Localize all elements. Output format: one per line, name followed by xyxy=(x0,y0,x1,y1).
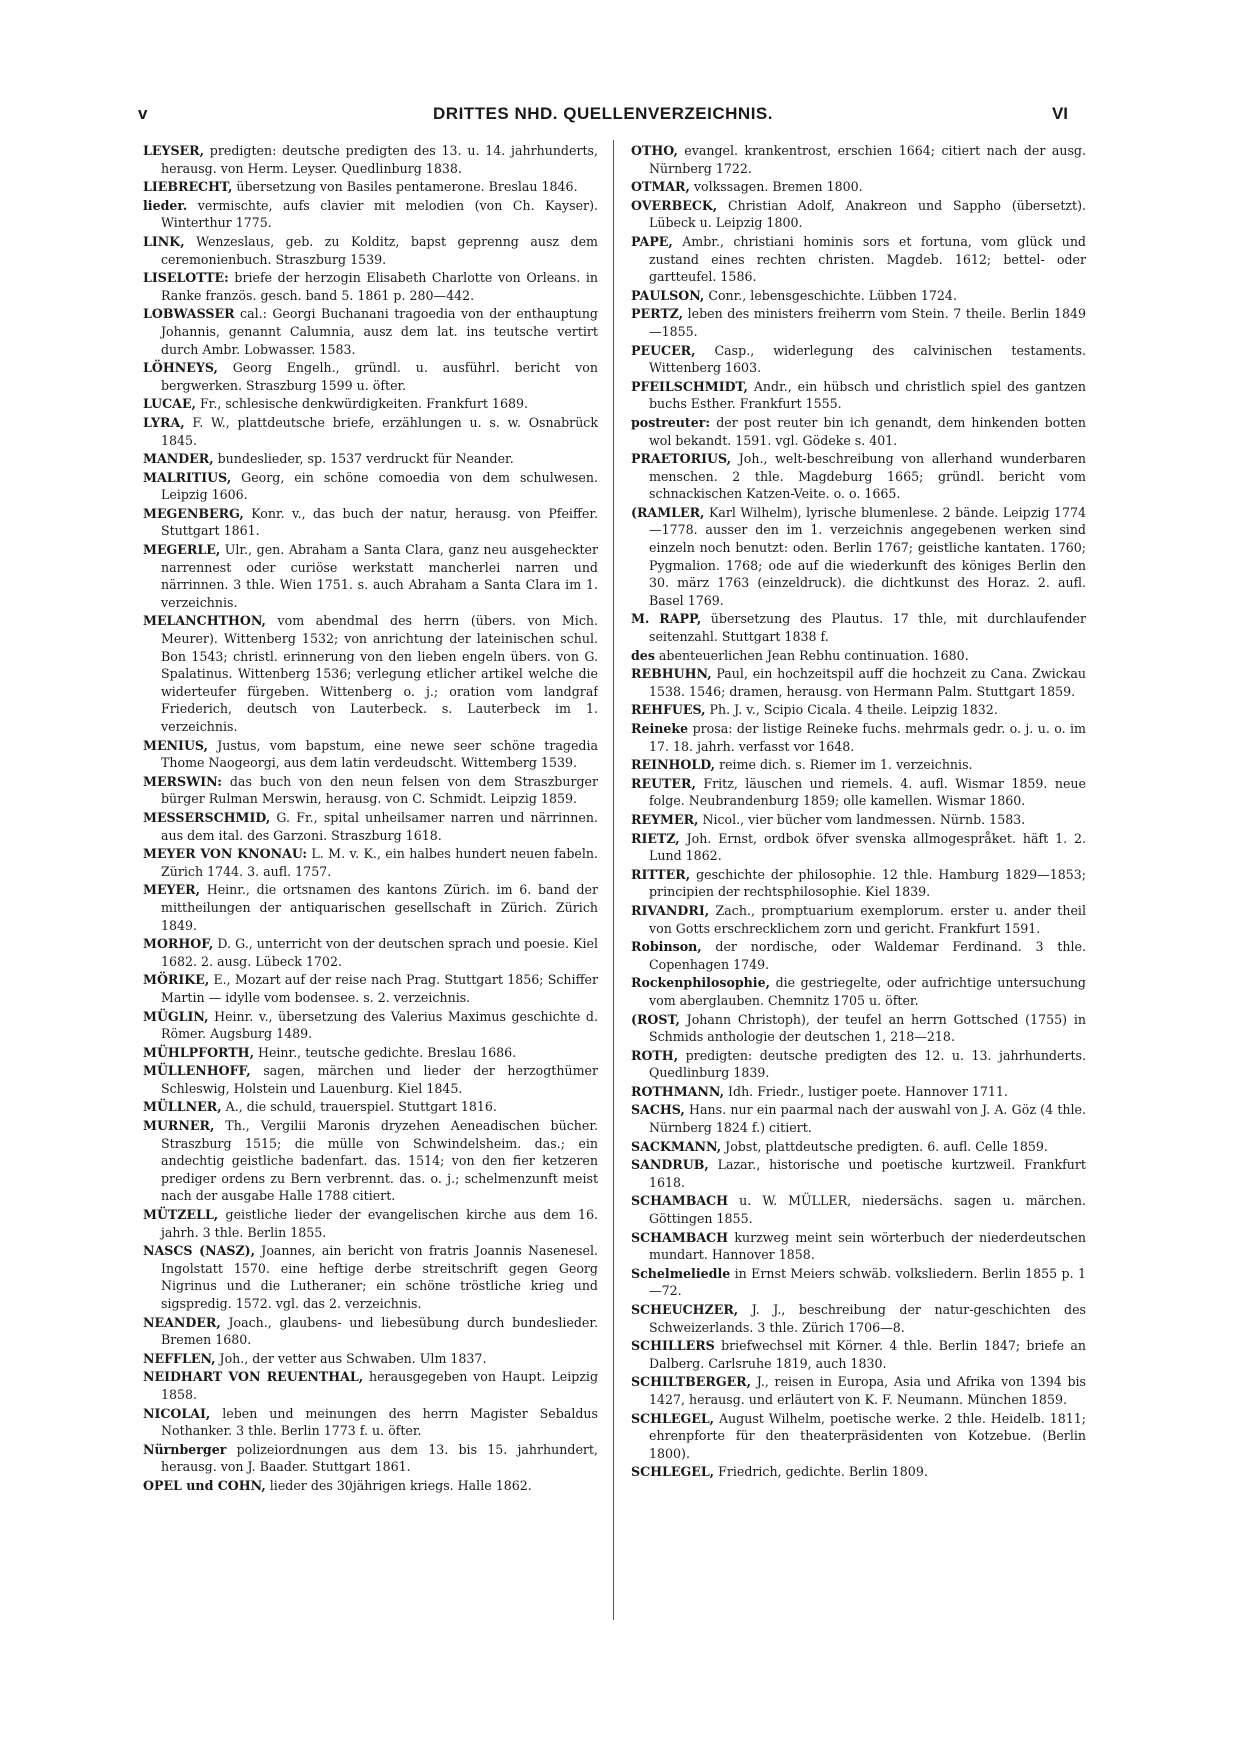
bibliography-entry xyxy=(631,866,1086,901)
entry-text: geschichte der philosophie. 12 thle. Hamburg 1829—1853; principien der rechtsphilosophie. Kiel 1839. xyxy=(649,866,1086,900)
entry-text: Conr., lebensgeschichte. Lübben 1724. xyxy=(704,287,957,303)
entry-text: Ulr., gen. Abraham a Santa Clara, ganz neu ausgeheckter narrennest oder curiöse werkstatt mancherlei narren und närrinnen. 3 thle. Wien 1751. s. auch Abraham a Santa Clara im 1. verzeichnis. xyxy=(161,542,598,610)
entry-text: Idh. Friedr., lustiger poete. Hannover 1711. xyxy=(724,1083,1008,1099)
entry-text: A., die schuld, trauerspiel. Stuttgart 1816. xyxy=(221,1099,497,1115)
entry-headword: OTMAR, xyxy=(631,179,690,195)
entry-headword: MESSERSCHMID, xyxy=(143,809,271,825)
entry-headword: des xyxy=(631,647,655,663)
entry-headword: NEANDER, xyxy=(143,1314,221,1330)
bibliography-entry xyxy=(143,541,598,611)
entry-headword: SCHLEGEL, xyxy=(631,1410,715,1426)
entry-text: lieder des 30jährigen kriegs. Halle 1862. xyxy=(265,1477,532,1493)
bibliography-entry xyxy=(631,378,1086,413)
bibliography-entry xyxy=(631,1101,1086,1136)
entry-headword: MÜLLENHOFF, xyxy=(143,1063,251,1079)
entry-headword: RITTER, xyxy=(631,866,691,882)
bibliography-entry xyxy=(143,414,598,449)
entry-text: Joannes, ain bericht von fratris Joannis Nasenesel. Ingolstatt 1570. eine heftige derbe streitschrift gegen Georg Nigrinus und die Lutheraner; ein schöne tröstliche krieg und sigspredig. 1572. vgl. das 2. verzeichnis. xyxy=(161,1243,598,1311)
entry-headword: SCHILLERS xyxy=(631,1338,715,1354)
entry-headword: SACHS, xyxy=(631,1102,685,1118)
entry-text: Wenzeslaus, geb. zu Kolditz, bapst geprenng ausz dem ceremonienbuch. Straszburg 1539. xyxy=(161,233,598,267)
bibliography-entry xyxy=(631,1011,1086,1046)
entry-headword: LÖHNEYS, xyxy=(143,360,218,376)
entry-headword: RIETZ, xyxy=(631,830,680,846)
entry-headword: Reineke xyxy=(631,721,689,736)
entry-headword: MANDER, xyxy=(143,451,214,467)
entry-text: volkssagen. Bremen 1800. xyxy=(689,179,863,195)
entry-text: prosa: der listige Reineke fuchs. mehrmals gedr. o. j. u. o. im 17. 18. jahrh. verfasst vor 1648. xyxy=(649,721,1086,754)
bibliography-entry xyxy=(631,1138,1086,1156)
entry-text: Christian Adolf, Anakreon und Sappho (übersetzt). Lübeck u. Leipzig 1800. xyxy=(649,197,1086,231)
bibliography-entry xyxy=(631,775,1086,810)
bibliography-entry xyxy=(143,233,598,268)
entry-headword: Robinson, xyxy=(631,939,702,955)
bibliography-entry xyxy=(631,342,1086,377)
bibliography-entry xyxy=(143,1242,598,1312)
entry-text: in Ernst Meiers schwäb. volksliedern. Berlin 1855 p. 1—72. xyxy=(649,1265,1086,1299)
entry-headword: MEYER VON KNONAU: xyxy=(143,846,308,862)
entry-headword: SCHAMBACH xyxy=(631,1193,729,1209)
entry-headword: Rockenphilosophie, xyxy=(631,975,770,991)
entry-text: leben und meinungen des herrn Magister Sebaldus Nothanker. 3 thle. Berlin 1773 f. u. öfter. xyxy=(161,1405,598,1439)
bibliography-entry xyxy=(631,1192,1086,1227)
bibliography-entry xyxy=(631,1229,1086,1264)
entry-headword: LISELOTTE: xyxy=(143,270,229,286)
entry-text: L. M. v. K., ein halbes hundert neuen fabeln. Zürich 1744. 3. aufl. 1757. xyxy=(161,846,598,879)
bibliography-entry xyxy=(631,974,1086,1009)
bibliography-entry xyxy=(631,647,1086,665)
page-header xyxy=(138,100,1068,130)
entry-headword: MURNER, xyxy=(143,1118,215,1134)
entry-text: Joh., der vetter aus Schwaben. Ulm 1837. xyxy=(215,1350,487,1366)
entry-headword: SCHAMBACH xyxy=(631,1229,729,1245)
entry-text: D. G., unterricht von der deutschen sprach und poesie. Kiel 1682. 2. ausg. Lübeck 1702. xyxy=(161,936,598,969)
entry-headword: Nürnberger xyxy=(143,1441,227,1457)
entry-text: Fr., schlesische denkwürdigkeiten. Frankfurt 1689. xyxy=(195,396,528,412)
entry-text: leben des ministers freiherrn vom Stein. 7 theile. Berlin 1849—1855. xyxy=(649,306,1086,339)
entry-headword: SCHILTBERGER, xyxy=(631,1374,752,1390)
entry-headword: MORHOF, xyxy=(143,936,214,952)
bibliography-entry xyxy=(143,971,598,1006)
entry-headword: lieder. xyxy=(143,197,188,213)
entry-text: Justus, vom bapstum, eine newe seer schöne tragedia Thome Naogeorgi, aus dem latin verdeudscht. Wittemberg 1539. xyxy=(161,737,598,771)
entry-headword: MÜGLIN, xyxy=(143,1008,209,1024)
entry-text: übersetzung von Basiles pentamerone. Breslau 1846. xyxy=(232,179,578,195)
entry-text: kurzweg meint sein wörterbuch der niederdeutschen mundart. Hannover 1858. xyxy=(649,1229,1086,1263)
bibliography-entry xyxy=(631,830,1086,865)
entry-text: F. W., plattdeutsche briefe, erzählungen u. s. w. Osnabrück 1845. xyxy=(161,414,598,448)
bibliography-entry xyxy=(143,1008,598,1043)
entry-headword: SANDRUB, xyxy=(631,1157,709,1173)
entry-headword: REBHUHN, xyxy=(631,666,712,682)
bibliography-entry xyxy=(631,1047,1086,1082)
entry-headword: ROTHMANN, xyxy=(631,1083,725,1099)
bibliography-entry xyxy=(631,504,1086,610)
entry-headword: SCHLEGEL, xyxy=(631,1464,715,1480)
entry-headword: LYRA, xyxy=(143,414,185,430)
entry-text: bundeslieder, sp. 1537 verdruckt für Neander. xyxy=(213,451,514,467)
entry-text: vermischte, aufs clavier mit melodien (von Ch. Kayser). Winterthur 1775. xyxy=(161,197,598,231)
entry-headword: MÜHLPFORTH, xyxy=(143,1044,254,1060)
entry-text: briefe der herzogin Elisabeth Charlotte von Orleans. in Ranke französ. gesch. band 5. 1861 p. 280—442. xyxy=(161,270,598,303)
entry-headword: MALRITIUS, xyxy=(143,469,232,485)
bibliography-entry xyxy=(143,469,598,504)
entry-headword: REINHOLD, xyxy=(631,757,716,773)
entry-text: Hans. nur ein paarmal nach der auswahl von J. A. Göz (4 thle. Nürnberg 1824 f.) citiert. xyxy=(649,1102,1086,1136)
entry-text: Joach., glaubens- und liebesübung durch bundeslieder. Bremen 1680. xyxy=(161,1314,598,1348)
entry-headword: OTHO, xyxy=(631,143,678,158)
entry-text: Joh., welt-beschreibung von allerhand wunderbaren menschen. 2 thle. Magdeburg 1665; gründl. bericht vom schnackischen Katzen-Veite. o. o. 1665. xyxy=(649,451,1086,502)
entry-headword: LIEBRECHT, xyxy=(143,179,233,195)
entry-headword: SCHEUCHZER, xyxy=(631,1302,739,1317)
entry-headword: MÜLLNER, xyxy=(143,1099,222,1115)
entry-text: Johann Christoph), der teufel an herrn Gottsched (1755) in Schmids anthologie der deutschen 1, 218—218. xyxy=(649,1011,1086,1045)
bibliography-entry xyxy=(143,450,598,468)
bibliography-entry xyxy=(143,142,598,177)
bibliography-entry xyxy=(631,665,1086,700)
entry-headword: MEGENBERG, xyxy=(143,505,244,521)
bibliography-entry xyxy=(143,1314,598,1349)
bibliography-entry xyxy=(631,756,1086,774)
entry-text: Lazar., historische und poetische kurtzweil. Frankfurt 1618. xyxy=(649,1157,1086,1190)
entry-text: herausgegeben von Haupt. Leipzig 1858. xyxy=(161,1369,598,1402)
entry-text: J., reisen in Europa, Asia und Afrika von 1394 bis 1427, herausg. und erläutert von K. F. Neumann. München 1859. xyxy=(649,1374,1086,1407)
entry-text: Karl Wilhelm), lyrische blumenlese. 2 bände. Leipzig 1774—1778. ausser den im 1. verzeichnis angegebenen werken sind einzeln noch benutzt: oden. Berlin 1767; geistliche kantaten. 1760; Pygmalion. 1768; ode auf die wiederkunft des königes Berlin den 30. märz 1763 (einzeldruck). die dichtkunst des Horaz. 2. aufl. Basel 1769. xyxy=(649,504,1086,608)
entry-text: Zach., promptuarium exemplorum. erster u. ander theil von Gotts erschrecklichem zorn und gericht. Frankfurt 1591. xyxy=(649,902,1086,936)
bibliography-entry xyxy=(143,1117,598,1205)
bibliography-entry xyxy=(631,1373,1086,1408)
bibliography-entry xyxy=(631,305,1086,340)
bibliography-entry xyxy=(143,1062,598,1097)
entry-text: Georg Engelh., gründl. u. ausführl. bericht von bergwerken. Straszburg 1599 u. öfter. xyxy=(161,360,598,393)
entry-headword: PERTZ, xyxy=(631,306,684,322)
bibliography-entry xyxy=(631,1301,1086,1336)
entry-text: predigten: deutsche predigten des 12. u. 13. jahrhunderts. Quedlinburg 1839. xyxy=(649,1047,1086,1081)
bibliography-entry xyxy=(143,1350,598,1368)
entry-headword: LOBWASSER xyxy=(143,306,235,322)
entry-text: Casp., widerlegung des calvinischen testaments. Wittenberg 1603. xyxy=(649,342,1086,376)
entry-headword: PRAETORIUS, xyxy=(631,451,732,467)
entry-headword: PAPE, xyxy=(631,233,673,249)
entry-text: Ph. J. v., Scipio Cicala. 4 theile. Leipzig 1832. xyxy=(705,702,998,718)
entry-text: Andr., ein hübsch und christlich spiel des gantzen buchs Esther. Frankfurt 1555. xyxy=(649,378,1086,412)
entry-text: August Wilhelm, poetische werke. 2 thle. Heidelb. 1811; ehrenpforte für den theaterpräsidenten von Kotzebue. (Berlin 1800). xyxy=(649,1410,1086,1461)
bibliography-entry xyxy=(631,233,1086,286)
entry-headword: MERSWIN: xyxy=(143,773,222,789)
bibliography-entry xyxy=(631,938,1086,973)
bibliography-entry xyxy=(143,269,598,304)
bibliography-entry xyxy=(143,1477,598,1495)
page-number-left: v xyxy=(138,104,148,123)
entry-text: reime dich. s. Riemer im 1. verzeichnis. xyxy=(715,757,973,773)
entry-text: Paul, ein hochzeitspil auff die hochzeit zu Cana. Zwickau 1538. 1546; dramen, herausg. von Hermann Palm. Stuttgart 1859. xyxy=(649,666,1086,699)
bibliography-entry xyxy=(631,1410,1086,1463)
entry-headword: MEYER, xyxy=(143,882,200,898)
entry-text: u. W. MÜLLER, niedersächs. sagen u. märchen. Göttingen 1855. xyxy=(649,1193,1086,1227)
bibliography-entry xyxy=(631,902,1086,937)
bibliography-entry xyxy=(143,935,598,970)
bibliography-entry xyxy=(143,1405,598,1440)
bibliography-entry xyxy=(143,305,598,358)
entry-headword: Schelmeliedle xyxy=(631,1265,731,1281)
entry-text: das buch von den neun felsen von dem Straszburger bürger Rulman Merswin, herausg. von C. Schmidt. Leipzig 1859. xyxy=(161,773,598,807)
entry-headword: MELANCHTHON, xyxy=(143,613,266,629)
right-column xyxy=(631,142,1086,1582)
bibliography-entry xyxy=(631,1337,1086,1372)
entry-text: der post reuter bin ich genandt, dem hinkenden botten wol bekandt. 1591. vgl. Gödeke s. 401. xyxy=(649,414,1086,448)
bibliography-entry xyxy=(631,720,1086,755)
bibliography-entry xyxy=(143,737,598,772)
entry-text: Heinr., die ortsnamen des kantons Zürich. im 6. band der mittheilungen der antiquarischen gesellschaft in Zürich. Zürich 1849. xyxy=(161,882,598,933)
entry-text: Th., Vergilii Maronis dryzehen Aeneadischen bücher. Straszburg 1515; die mülle von Schwindelsheim. das.; ein andechtig geistliche badenfart. das. 1514; von den fier ketzeren prediger ordens zu Bern verbrennt. das. o. j.; schelmenzunft meist nach der ausgabe Halle 1788 citiert. xyxy=(161,1118,598,1204)
bibliography-entry xyxy=(631,197,1086,232)
bibliography-entry xyxy=(143,197,598,232)
bibliography-entry xyxy=(143,505,598,540)
column-divider xyxy=(613,140,614,1620)
bibliography-entry xyxy=(143,395,598,413)
bibliography-entry xyxy=(143,1206,598,1241)
entry-headword: MÜTZELL, xyxy=(143,1207,219,1223)
bibliography-entry xyxy=(143,1368,598,1403)
entry-text: Jobst, plattdeutsche predigten. 6. aufl. Celle 1859. xyxy=(721,1138,1048,1154)
page-title: DRITTES NHD. QUELLENVERZEICHNIS. xyxy=(433,104,773,123)
entry-headword: PFEILSCHMIDT, xyxy=(631,378,748,394)
entry-headword: NEFFLEN, xyxy=(143,1350,216,1366)
entry-headword: RIVANDRI, xyxy=(631,902,710,918)
entry-text: vom abendmal des herrn (übers. von Mich. Meurer). Wittenberg 1532; von anrichtung der lateinischen schul. Bon 1543; christl. erinnerung von den lieben engeln übers. von G. Spalatinus. Wittenberg 1536; verlegung etlicher artikel welche die widerteufer fürgeben. Wittenberg o. j.; oration vom landgraf Friederich, deutsch von Lauterbeck. s. Lauterbeck im 1. verzeichnis. xyxy=(161,613,598,734)
bibliography-entry xyxy=(631,1265,1086,1300)
entry-text: Fritz, läuschen und riemels. 4. aufl. Wismar 1859. neue folge. Neubrandenburg 1859; olle kamellen. Wismar 1860. xyxy=(649,775,1086,809)
entry-headword: LINK, xyxy=(143,233,185,249)
entry-text: der nordische, oder Waldemar Ferdinand. 3 thle. Copenhagen 1749. xyxy=(649,939,1086,972)
entry-text: evangel. krankentrost, erschien 1664; citiert nach der ausg. Nürnberg 1722. xyxy=(649,143,1086,176)
entry-headword: PEUCER, xyxy=(631,342,696,358)
bibliography-entry xyxy=(631,701,1086,719)
entry-text: E., Mozart auf der reise nach Prag. Stuttgart 1856; Schiffer Martin — idylle vom bodensee. s. 2. verzeichnis. xyxy=(161,972,598,1005)
bibliography-entry xyxy=(631,811,1086,829)
bibliography-entry xyxy=(143,881,598,934)
entry-headword: MÖRIKE, xyxy=(143,972,210,988)
entry-headword: PAULSON, xyxy=(631,287,705,303)
bibliography-entry xyxy=(631,610,1086,645)
entry-text: Georg, ein schöne comoedia von dem schulwesen. Leipzig 1606. xyxy=(161,469,598,503)
entry-headword: NEIDHART VON REUENTHAL, xyxy=(143,1369,364,1385)
entry-headword: SACKMANN, xyxy=(631,1138,722,1154)
bibliography-entry xyxy=(631,142,1086,177)
bibliography-entry xyxy=(143,845,598,880)
entry-headword: OPEL und COHN, xyxy=(143,1477,266,1493)
bibliography-entry xyxy=(143,1441,598,1476)
entry-text: J. J., beschreibung der natur-geschichten des Schweizerlands. 3 thle. Zürich 1706—8. xyxy=(649,1302,1086,1335)
bibliography-entry xyxy=(631,414,1086,449)
entry-headword: LUCAE, xyxy=(143,396,196,412)
bibliography-entry xyxy=(143,359,598,394)
page-number-right: VI xyxy=(1051,104,1068,123)
left-column xyxy=(143,142,598,1582)
entry-headword: (RAMLER, xyxy=(631,504,705,520)
entry-headword: REYMER, xyxy=(631,811,699,827)
entry-text: Nicol., vier bücher vom landmessen. Nürnb. 1583. xyxy=(698,811,1026,827)
entry-text: G. Fr., spital unheilsamer narren und närrinnen. aus dem ital. des Garzoni. Straszburg 1618. xyxy=(161,809,598,843)
entry-text: predigten: deutsche predigten des 13. u. 14. jahrhunderts, herausg. von Herm. Leyser. Quedlinburg 1838. xyxy=(161,143,598,176)
bibliography-entry xyxy=(631,450,1086,503)
entry-headword: MEGERLE, xyxy=(143,542,221,558)
entry-text: geistliche lieder der evangelischen kirche aus dem 16. jahrh. 3 thle. Berlin 1855. xyxy=(161,1207,598,1240)
entry-text: briefwechsel mit Körner. 4 thle. Berlin 1847; briefe an Dalberg. Carlsruhe 1819, auch 1830. xyxy=(649,1338,1086,1371)
bibliography-entry xyxy=(631,1083,1086,1101)
entry-text: cal.: Georgi Buchanani tragoedia von der enthauptung Johannis, genannt Calumnia, ausz dem lat. ins teutsche vertirt durch Ambr. Lobwasser. 1583. xyxy=(161,306,598,357)
entry-text: die gestriegelte, oder aufrichtige untersuchung vom aberglauben. Chemnitz 1705 u. öfter. xyxy=(649,975,1086,1008)
entry-text: Joh. Ernst, ordbok öfver svenska allmogespråket. häft 1. 2. Lund 1862. xyxy=(649,830,1086,864)
entry-headword: NICOLAI, xyxy=(143,1405,211,1421)
entry-text: Ambr., christiani hominis sors et fortuna, vom glück und zustand eines rechten christen. Magdeb. 1612; bettel- oder gartteufel. 1586. xyxy=(649,233,1086,285)
entry-text: Konr. v., das buch der natur, herausg. von Pfeiffer. Stuttgart 1861. xyxy=(161,505,598,539)
entry-headword: postreuter: xyxy=(631,414,711,430)
entry-headword: OVERBECK, xyxy=(631,197,718,213)
bibliography-entry xyxy=(143,1098,598,1116)
entry-headword: MENIUS, xyxy=(143,737,208,753)
entry-headword: (ROST, xyxy=(631,1011,680,1027)
entry-text: polizeiordnungen aus dem 13. bis 15. jahrhundert, herausg. von J. Baader. Stuttgart 1861. xyxy=(161,1441,598,1475)
entry-headword: REHFUES, xyxy=(631,702,706,718)
bibliography-entry xyxy=(143,178,598,196)
entry-text: abenteuerlichen Jean Rebhu continuation. 1680. xyxy=(654,647,969,663)
entry-text: Heinr., teutsche gedichte. Breslau 1686. xyxy=(253,1044,517,1060)
entry-headword: REUTER, xyxy=(631,775,696,791)
bibliography-entry xyxy=(143,809,598,844)
bibliography-entry xyxy=(143,773,598,808)
entry-headword: LEYSER, xyxy=(143,143,204,158)
entry-headword: ROTH, xyxy=(631,1047,679,1063)
entry-text: übersetzung des Plautus. 17 thle, mit durchlaufender seitenzahl. Stuttgart 1838 f. xyxy=(649,611,1086,645)
entry-text: sagen, märchen und lieder der herzogthümer Schleswig, Holstein und Lauenburg. Kiel 1845. xyxy=(161,1063,598,1096)
bibliography-entry xyxy=(143,1044,598,1062)
bibliography-entry xyxy=(631,1463,1086,1481)
bibliography-entry xyxy=(631,178,1086,196)
bibliography-entry xyxy=(143,612,598,735)
entry-text: Heinr. v., übersetzung des Valerius Maximus geschichte d. Römer. Augsburg 1489. xyxy=(161,1008,598,1042)
entry-text: Friedrich, gedichte. Berlin 1809. xyxy=(714,1464,928,1480)
entry-headword: NASCS (NASZ), xyxy=(143,1243,256,1259)
bibliography-entry xyxy=(631,1156,1086,1191)
entry-headword: M. RAPP, xyxy=(631,611,702,627)
bibliography-entry xyxy=(631,287,1086,305)
